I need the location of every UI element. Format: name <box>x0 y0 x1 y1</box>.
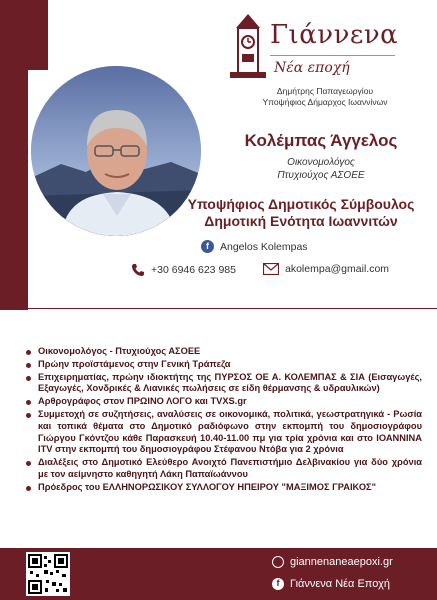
logo-title: Γιάννενα <box>270 20 399 50</box>
section-divider <box>0 308 437 309</box>
list-item: Επιχειρηματίας, πρώην ιδιοκτήτης της ΠΥΡΣΟΣ ΟΕ Α. ΚΟΛΕΜΠΑΣ & ΣΙΑ (Εισαγωγές, Εξαγωγές, Χονδρικές & Λιανικές πωλήσεις σε είδη θέρμανσης & υδραυλικών) <box>26 372 422 396</box>
facebook-page-link[interactable] <box>272 578 390 590</box>
candidate-qualification-2: Πτυχιούχος ΑΣΟΕΕ <box>277 170 365 181</box>
phone-contact[interactable] <box>131 263 236 277</box>
left-brand-band <box>0 0 28 310</box>
facebook-contact[interactable] <box>201 240 308 253</box>
facebook-page-name: Γιάννενα Νέα Εποχή <box>290 578 390 590</box>
mayor-candidate-name: Δημήτρης Παπαγεωργίου <box>276 86 374 96</box>
list-item: Διαλέξεις στο Δημοτικό Ελεύθερο Ανοιχτό Πανεπιστήμιο Δελβινακίου για δύο χρόνια με τον αείμνηστο καθηγητή Λάκη Παπαϊωάννου <box>26 457 422 481</box>
clock-tower-icon <box>226 10 270 80</box>
mayor-candidate-title: Υποψήφιος Δήμαρχος Ιωαννίνων <box>262 97 388 107</box>
list-item: Συμμετοχή σε συζητήσεις, αναλύσεις σε οικονομικά, πολιτικά, γεωστρατηγικά - Ρωσία και τοπικά θέματα στο Δημοτικό ραδιόφωνο στην εκπομπή του δημοσιογράφου Γιώργου Γκόντζου κάθε Παρασκευή 10.40-11.00 πμ για τρία χρόνια και στο ΙΟΑΝΝΙΝΑ ITV στην εκπομπή του δημοσιογράφου Στέφανου Ντόβα για 2 χρόνια <box>26 409 422 456</box>
candidate-district: Δημοτική Ενότητα Ιωαννιτών <box>204 213 398 229</box>
top-brand-band <box>28 0 48 70</box>
logo-subtitle: Νέα εποχή <box>274 60 350 76</box>
logo-divider <box>270 55 395 56</box>
email-contact[interactable] <box>263 263 389 275</box>
facebook-name: Angelos Kolempas <box>220 240 308 253</box>
candidate-qualification-1: Οικονομολόγος <box>287 157 355 168</box>
mail-icon <box>263 263 279 275</box>
globe-icon <box>272 556 284 568</box>
phone-number: +30 6946 623 985 <box>151 264 236 276</box>
website-url: giannenaneaepoxi.gr <box>290 556 393 568</box>
qr-code-icon <box>26 552 70 596</box>
candidate-name: Κολέμπας Άγγελος <box>244 131 398 150</box>
list-item: Οικονομολόγος - Πτυχιούχος ΑΣΟΕΕ <box>26 346 422 358</box>
phone-icon <box>131 263 145 277</box>
bio-list <box>26 346 422 495</box>
candidate-role: Υποψήφιος Δημοτικός Σύμβουλος <box>187 196 415 212</box>
list-item: Πρώην προϊστάμενος στην Γενική Τράπεζα <box>26 359 422 371</box>
facebook-icon: f <box>272 578 284 590</box>
facebook-icon: f <box>201 240 214 253</box>
qr-code[interactable] <box>26 552 70 596</box>
email-address: akolempa@gmail.com <box>285 263 390 275</box>
website-link[interactable] <box>272 556 393 568</box>
list-item: Αρθρογράφος στον ΠΡΩΙΝΟ ΛΟΓΟ και TVXS.gr <box>26 396 422 408</box>
list-item: Πρόεδρος του ΕΛΛΗΝΟΡΩΣΙΚΟΥ ΣΥΛΛΟΓΟΥ ΗΠΕΙΡΟΥ "ΜΑΞΙΜΟΣ ΓΡΑΙΚΟΣ" <box>26 482 422 494</box>
